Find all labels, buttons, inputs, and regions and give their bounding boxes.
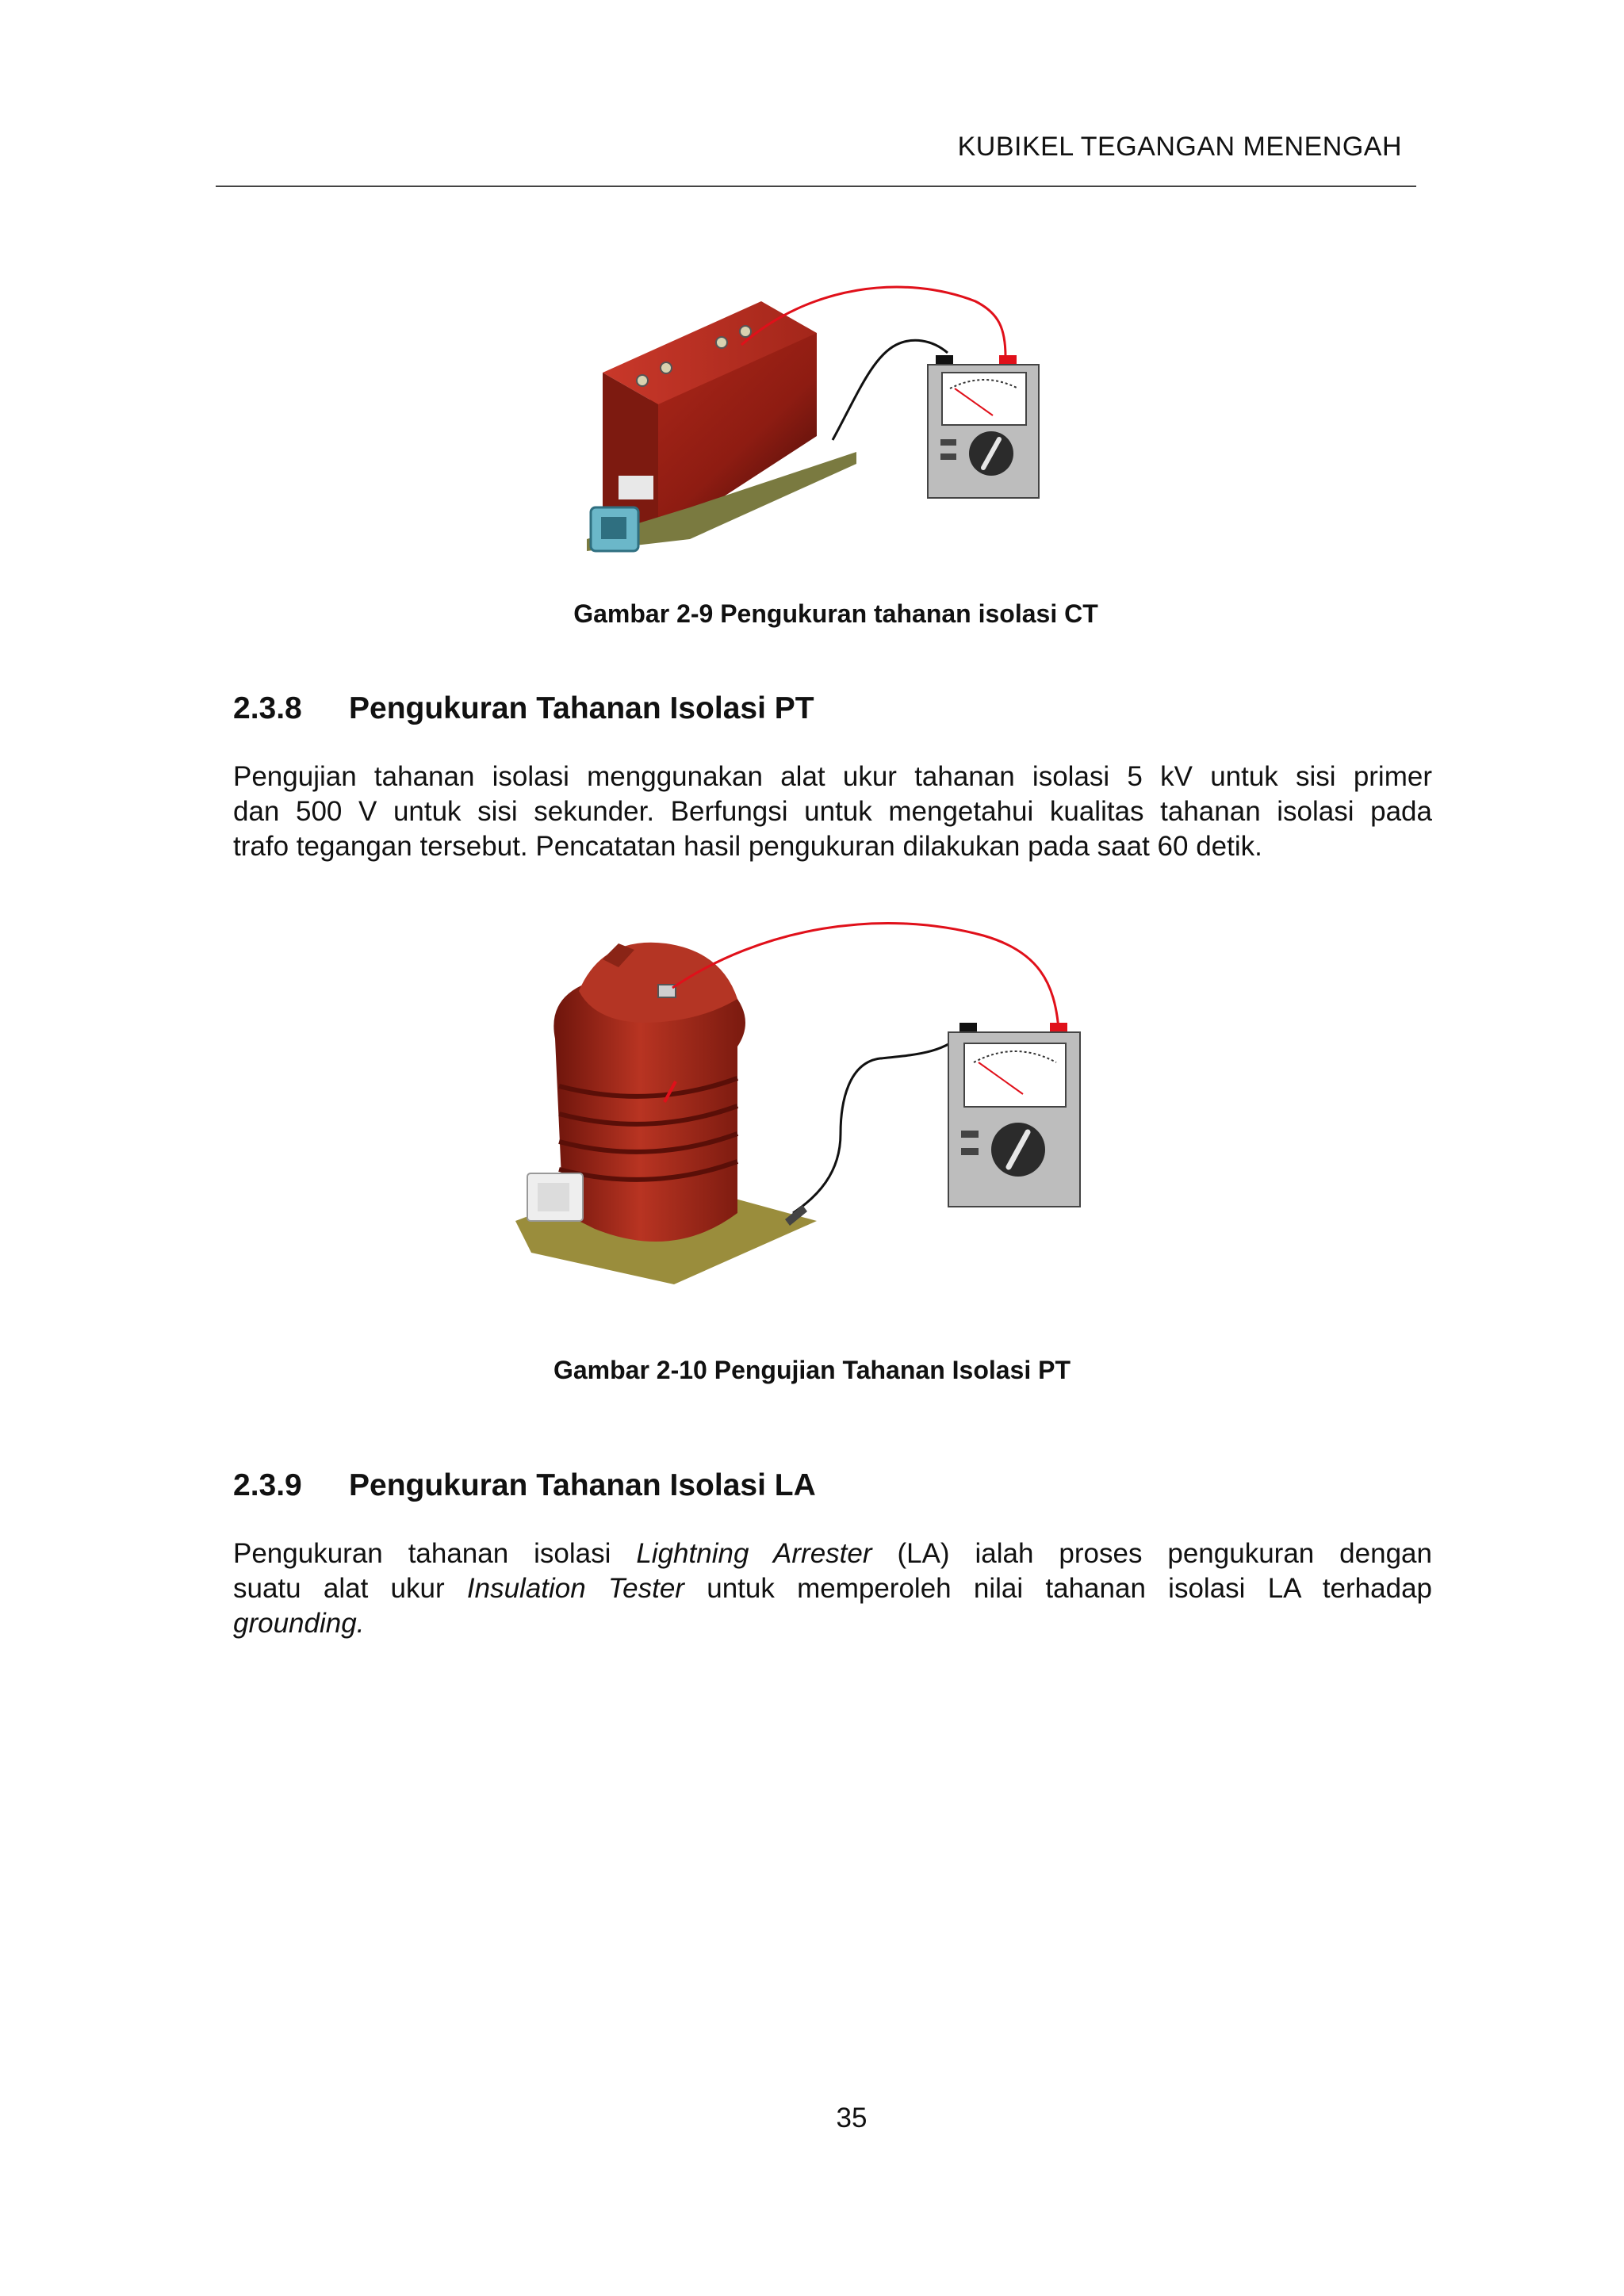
emphasis-term: grounding.	[233, 1608, 365, 1639]
paragraph-line: trafo tegangan tersebut. Pencatatan hasil pengukuran dilakukan pada saat 60 detik.	[233, 831, 1262, 862]
voltage-transformer	[515, 943, 817, 1284]
text-run: untuk memperoleh nilai tahanan isolasi LA terhadap	[684, 1573, 1432, 1604]
section-paragraph	[233, 1536, 1432, 1641]
running-header: KUBIKEL TEGANGAN MENENGAH	[957, 132, 1402, 162]
current-transformer	[587, 301, 856, 551]
section-heading	[233, 691, 814, 726]
section-title: Pengukuran Tahanan Isolasi PT	[349, 691, 814, 725]
black-test-lead	[793, 1031, 967, 1213]
page-number: 35	[836, 2103, 868, 2133]
header-divider	[216, 186, 1416, 187]
insulation-tester	[948, 1023, 1080, 1207]
paragraph-line	[233, 1606, 1432, 1641]
paragraph-line: Pengujian tahanan isolasi menggunakan alat ukur tahanan isolasi 5 kV untuk sisi primer	[233, 761, 1432, 792]
paragraph-line: dan 500 V untuk sisi sekunder. Berfungsi untuk mengetahui kualitas tahanan isolasi pada	[233, 796, 1432, 827]
paragraph-line	[233, 1536, 1432, 1571]
paragraph-line	[233, 1571, 1432, 1606]
text-run: suatu alat ukur	[233, 1573, 467, 1604]
figure-caption: Gambar 2-10 Pengujian Tahanan Isolasi PT	[553, 1356, 1071, 1384]
figure-pt-measurement	[500, 912, 1118, 1292]
emphasis-term: Lightning Arrester	[636, 1538, 872, 1569]
section-heading	[233, 1468, 816, 1503]
figure-ct-measurement	[571, 270, 1063, 571]
insulation-tester	[928, 355, 1039, 498]
section-number: 2.3.9	[233, 1468, 302, 1502]
text-run: Pengukuran tahanan isolasi	[233, 1538, 637, 1569]
section-title: Pengukuran Tahanan Isolasi LA	[349, 1468, 816, 1502]
emphasis-term: Insulation Tester	[466, 1573, 684, 1604]
section-paragraph	[233, 760, 1432, 864]
figure-caption: Gambar 2-9 Pengukuran tahanan isolasi CT	[573, 599, 1098, 628]
text-run: (LA) ialah proses pengukuran dengan	[871, 1538, 1432, 1569]
section-number: 2.3.8	[233, 691, 302, 725]
